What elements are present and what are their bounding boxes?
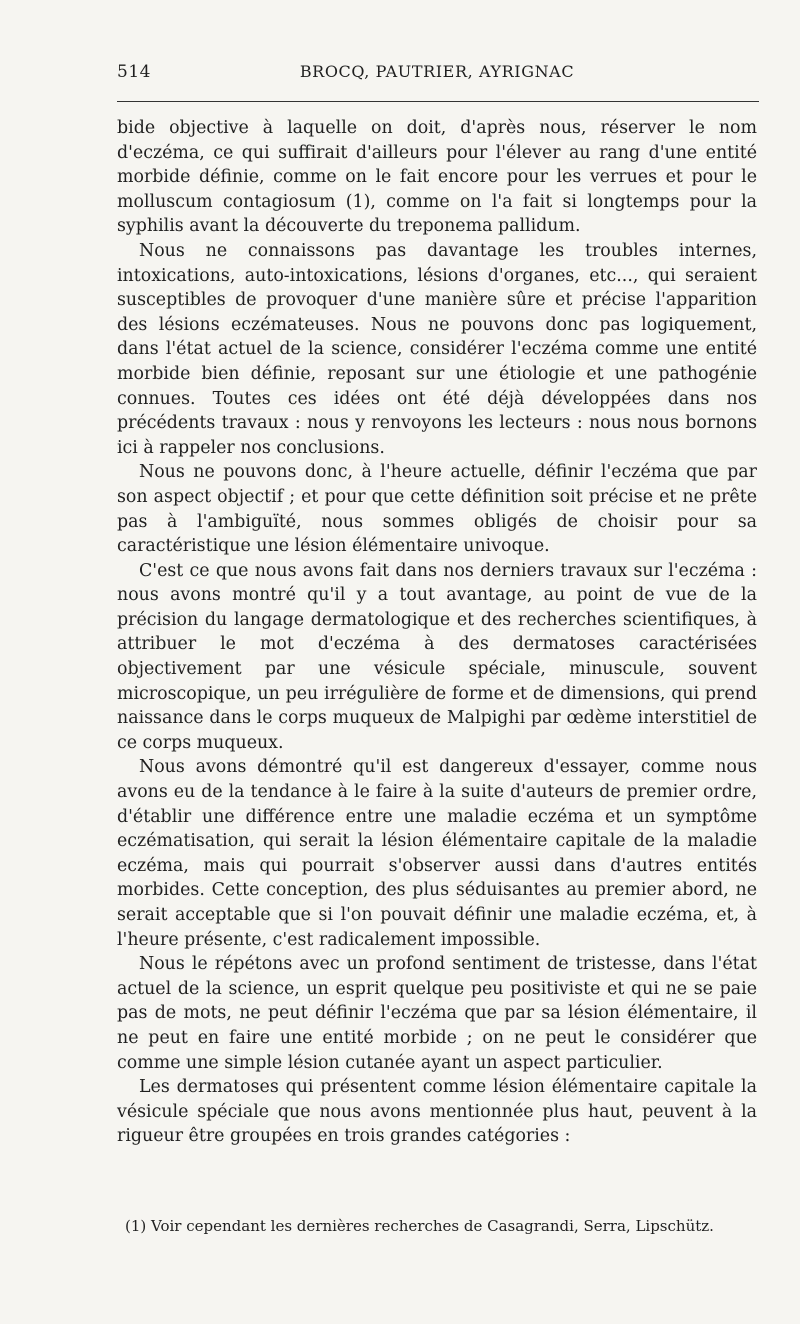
paragraph-3: Nous ne pouvons donc, à l'heure actuelle, définir l'eczéma que par son aspect objectif ; et pour que cette définition soit précise et ne prête pas à l'ambiguïté, nous sommes obligés de choisir pour sa caractéristique une lésion élémentaire univoque. [117,462,757,557]
paragraph-4: C'est ce que nous avons fait dans nos derniers travaux sur l'eczéma : nous avons montré qu'il y a tout avantage, au point de vue de la précision du langage dermatologique et des recherches scientifiques, à attribuer le mot d'eczéma à des dermatoses caractérisées objectivement par une vésicule spéciale, minuscule, souvent microscopique, un peu irrégulière de forme et de dimensions, qui prend naissance dans le corps muqueux de Malpighi par œdème interstitiel de ce corps muqueux. [117,560,757,753]
paragraph-2: Nous ne connaissons pas davantage les troubles internes, intoxications, auto-intoxications, lésions d'organes, etc..., qui seraient susceptibles de provoquer d'une manière sûre et précise l'apparition des lésions eczémateuses. Nous ne pouvons donc pas logiquement, dans l'état actuel de la science, considérer l'eczéma comme une entité morbide bien définie, reposant sur une étiologie et une pathogénie connues. Toutes ces idées ont été déjà développées dans nos précédents travaux : nous y renvoyons les lecteurs : nous nous bornons ici à rappeler nos conclusions. [117,240,757,458]
paragraph-1: bide objective à laquelle on doit, d'après nous, réserver le nom d'eczéma, ce qui suffirait d'ailleurs pour l'élever au rang d'une entité morbide définie, comme on le fait encore pour les verrues et pour le molluscum contagiosum (1), comme on l'a fait si longtemps pour la syphilis avant la découverte du treponema pallidum. [117,118,757,237]
page-header [117,62,757,86]
paragraph-6: Nous le répétons avec un profond sentiment de tristesse, dans l'état actuel de la science, un esprit quelque peu positiviste et qui ne se paie pas de mots, ne peut définir l'eczéma que par sa lésion élémentaire, il ne peut en faire une entité morbide ; on ne peut le considérer que comme une simple lésion cutanée ayant un aspect particulier. [117,954,757,1073]
running-title: BROCQ, PAUTRIER, AYRIGNAC [299,62,575,81]
page-number: 514 [117,62,151,82]
header-rule [117,101,759,102]
body-text [117,116,757,1149]
footnote: (1) Voir cependant les dernières recherches de Casagrandi, Serra, Lipschütz. [125,1217,714,1235]
paragraph-7: Les dermatoses qui présentent comme lésion élémentaire capitale la vésicule spéciale que nous avons mentionnée plus haut, peuvent à la rigueur être groupées en trois grandes catégories : [117,1077,757,1147]
paragraph-5: Nous avons démontré qu'il est dangereux d'essayer, comme nous avons eu de la tendance à le faire à la suite d'auteurs de premier ordre, d'établir une différence entre une maladie eczéma et un symptôme eczématisation, qui serait la lésion élémentaire capitale de la maladie eczéma, mais qui pourrait s'observer aussi dans d'autres entités morbides. Cette conception, des plus séduisantes au premier abord, ne serait acceptable que si l'on pouvait définir une maladie eczéma, et, à l'heure présente, c'est radicalement impossible. [117,757,757,950]
